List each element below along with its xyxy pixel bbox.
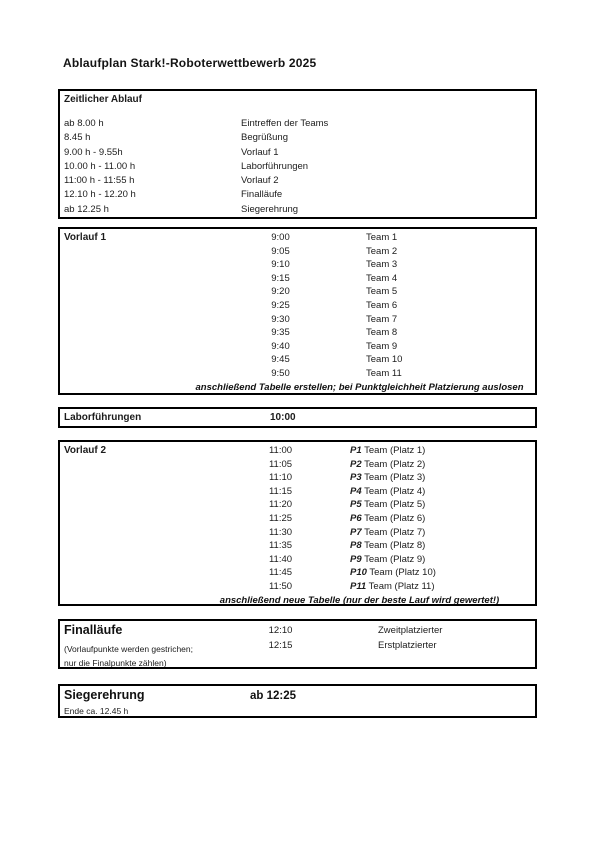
schedule-row <box>64 160 531 174</box>
team-cell <box>313 580 535 594</box>
event-cell: Finalläufe <box>241 189 283 201</box>
team-cell: Team 5 <box>366 286 398 298</box>
heat-row <box>60 285 535 299</box>
team-cell: Team 1 <box>366 232 398 243</box>
schedule-row <box>64 203 531 217</box>
heat-row <box>60 258 535 272</box>
heat-row <box>60 272 535 286</box>
heat-row <box>60 566 535 580</box>
time-cell: 10.00 h - 11.00 h <box>64 160 136 172</box>
heat-row <box>60 299 535 313</box>
ceremony-note: Ende ca. 12.45 h <box>64 706 129 716</box>
team-cell: Team 6 <box>366 299 398 311</box>
lab-row <box>60 409 535 424</box>
time-cell: ab 8.00 h <box>64 118 104 129</box>
place-label: P6 <box>350 512 362 524</box>
place-label: P7 <box>350 526 362 538</box>
place-label: P8 <box>350 540 362 552</box>
team-label: Team (Platz 3) <box>361 472 426 484</box>
event-cell: Vorlauf 1 <box>241 146 279 158</box>
time-cell: ab 12.25 h <box>64 203 109 215</box>
time-cell: 12:10 <box>268 625 293 636</box>
place-label: P11 <box>350 580 367 592</box>
team-label: Team (Platz 4) <box>361 485 426 497</box>
place-label: P1 <box>350 445 362 456</box>
event-cell: Eintreffen der Teams <box>241 118 329 129</box>
team-label: Team (Platz 10) <box>366 567 436 579</box>
heat-row <box>60 326 535 340</box>
time-cell: 9:40 <box>271 340 290 352</box>
team-cell <box>313 566 535 580</box>
section-finallaeufe <box>58 619 537 669</box>
section-header: Zeitlicher Ablauf <box>64 94 142 105</box>
team-cell <box>313 498 535 512</box>
time-cell: 9.00 h - 9.55h <box>64 146 123 158</box>
heat-row <box>60 444 535 458</box>
time-cell: 11:50 <box>268 580 293 592</box>
time-cell: 9:10 <box>271 259 290 271</box>
time-cell: 11:10 <box>268 472 293 484</box>
time-cell: ab 12:25 <box>250 690 297 702</box>
time-cell: 11:20 <box>268 499 293 511</box>
document-title: Ablaufplan Stark!-Roboterwettbewerb 2025 <box>63 56 317 70</box>
team-cell <box>313 512 535 526</box>
heat-row <box>60 498 535 512</box>
finals-left <box>60 623 248 668</box>
team-cell <box>313 485 535 499</box>
heat-row <box>60 367 535 381</box>
time-cell: 11:25 <box>268 512 293 524</box>
team-label: Team (Platz 11) <box>366 580 435 592</box>
time-cell: 9:25 <box>271 299 290 311</box>
heat-row <box>60 245 535 259</box>
team-cell <box>313 553 535 567</box>
time-cell: 9:20 <box>271 286 290 298</box>
team-cell <box>313 471 535 485</box>
heat-row <box>60 313 535 327</box>
time-cell: 11:30 <box>268 526 293 538</box>
team-cell: Team 3 <box>366 259 398 271</box>
place-label: P2 <box>350 458 362 470</box>
section-vorlauf-1 <box>58 227 537 395</box>
event-cell: Begrüßung <box>241 132 289 144</box>
time-cell: 12.10 h - 12.20 h <box>64 189 136 201</box>
time-cell: 12:15 <box>268 640 293 651</box>
heat-row <box>60 580 535 594</box>
heat-row <box>60 553 535 567</box>
place-label: P4 <box>350 485 362 497</box>
section-header: Vorlauf 2 <box>64 445 107 456</box>
team-cell <box>313 539 535 553</box>
team-cell <box>313 444 535 458</box>
place-label: P9 <box>350 553 362 565</box>
team-cell: Team 9 <box>366 340 398 352</box>
place-label: P5 <box>350 499 362 511</box>
section-siegerehrung <box>58 684 537 718</box>
event-cell: Vorlauf 2 <box>241 175 279 187</box>
team-label: Team (Platz 1) <box>361 445 426 456</box>
schedule-row <box>64 131 531 145</box>
time-cell: 11:15 <box>268 485 293 497</box>
time-cell: 9:50 <box>271 367 290 379</box>
team-cell: Team 11 <box>366 367 402 379</box>
heat-row <box>60 471 535 485</box>
team-label: Team (Platz 9) <box>361 553 426 565</box>
heat-row <box>60 458 535 472</box>
team-label: Team (Platz 6) <box>361 512 426 524</box>
schedule-row <box>64 174 531 188</box>
vorlauf1-note: anschließend Tabelle erstellen; bei Punktgleichheit Platzierung auslosen <box>195 381 524 393</box>
time-cell: 9:45 <box>271 354 290 366</box>
section-header: Laborführungen <box>64 412 142 423</box>
time-cell: 8.45 h <box>64 132 91 144</box>
heat-row <box>60 526 535 540</box>
heat-row <box>60 353 535 367</box>
heat-row <box>60 340 535 354</box>
section-laborfuehrungen <box>58 407 537 428</box>
schedule-row <box>64 146 531 160</box>
section-header: Vorlauf 1 <box>64 232 107 243</box>
place-label: P3 <box>350 472 362 484</box>
team-cell: Team 8 <box>366 327 398 339</box>
time-cell: 11:35 <box>268 540 293 552</box>
time-cell: 9:00 <box>271 232 290 243</box>
schedule-row <box>64 188 531 202</box>
time-cell: 11:40 <box>268 553 293 565</box>
participant-cell: Zweitplatzierter <box>378 625 443 636</box>
team-cell <box>313 458 535 472</box>
spacer <box>64 107 531 117</box>
team-cell <box>313 526 535 540</box>
participant-cell: Erstplatzierter <box>378 640 437 651</box>
time-cell: 11:05 <box>268 458 293 470</box>
section-header: Finalläufe <box>64 623 123 637</box>
finals-grid <box>60 623 535 668</box>
heat-row <box>60 485 535 499</box>
team-label: Team (Platz 7) <box>361 526 426 538</box>
team-cell: Team 10 <box>366 354 403 366</box>
finals-note-line1: (Vorlaufpunkte werden gestrichen; <box>64 644 193 654</box>
section-header: Siegerehrung <box>64 688 145 702</box>
finals-note-line2: nur die Finalpunkte zählen) <box>64 657 167 668</box>
time-cell: 11:00 h - 11:55 h <box>64 175 135 187</box>
team-label: Team (Platz 5) <box>361 499 426 511</box>
heat-row <box>60 539 535 553</box>
time-cell: 9:35 <box>271 327 290 339</box>
vorlauf2-note: anschließend neue Tabelle (nur der beste Lauf wird gewertet!) <box>219 594 500 606</box>
team-cell: Team 4 <box>366 272 398 284</box>
team-label: Team (Platz 2) <box>361 458 426 470</box>
time-cell: 11:00 <box>268 445 293 456</box>
event-cell: Siegerehrung <box>241 203 299 215</box>
event-cell: Laborführungen <box>241 160 309 172</box>
place-label: P10 <box>350 567 367 579</box>
section-zeitlicher-ablauf <box>58 89 537 219</box>
team-label: Team (Platz 8) <box>361 540 426 552</box>
ceremony-row <box>64 687 535 705</box>
time-cell: 9:15 <box>271 272 290 284</box>
section-vorlauf-2 <box>58 440 537 606</box>
team-cell: Team 7 <box>366 313 398 325</box>
schedule-row <box>64 117 531 131</box>
time-cell: 11:45 <box>268 567 293 579</box>
heat-row <box>60 231 535 245</box>
time-cell: 10:00 <box>270 412 296 423</box>
time-cell: 9:30 <box>271 313 290 325</box>
heat-row <box>60 512 535 526</box>
team-cell: Team 2 <box>366 245 398 257</box>
time-cell: 9:05 <box>271 245 290 257</box>
